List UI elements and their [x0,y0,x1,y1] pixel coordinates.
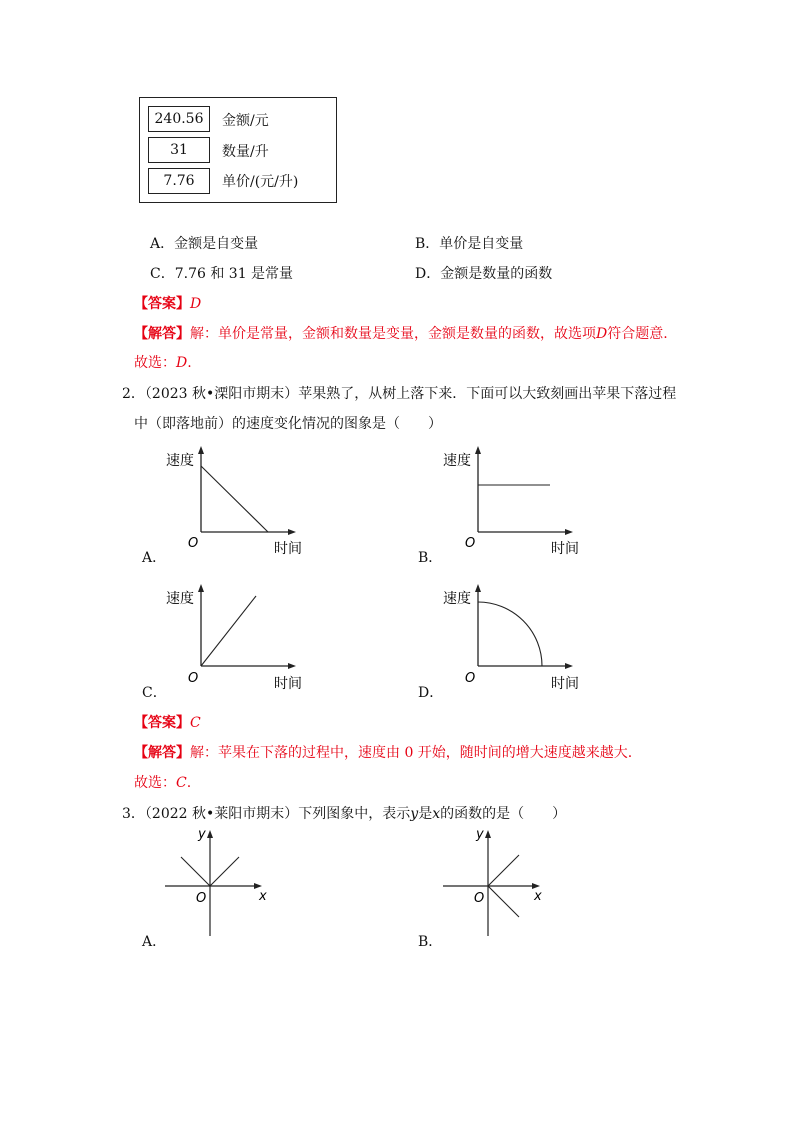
q2-stem-line1: 2．（2023 秋•溧阳市期末）苹果熟了，从树上落下来．下面可以大致刻画出苹果下落过程 [122,386,677,402]
q1-option-a: A．金额是自变量 [150,236,259,252]
q2c-ylabel: 速度 [166,591,194,607]
price-value: 7.76 [148,168,210,194]
q2-option-c: C． [142,685,167,701]
q1-solution: 【解答】解：单价是常量，金额和数量是变量，金额是数量的函数，故选项D符合题意. [134,326,668,342]
q2d-ylabel: 速度 [443,591,471,607]
q2-option-b: B． [418,550,443,566]
q2a-ylabel: 速度 [166,453,194,469]
q3b-ylabel: y [476,827,484,842]
q3-option-b: B． [418,934,443,950]
q2b-ylabel: 速度 [443,453,471,469]
q2-solution: 【解答】解：苹果在下落的过程中，速度由 0 开始，随时间的增大速度越来越大. [134,745,633,761]
q2-stem-line2: 中（即落地前）的速度变化情况的图象是（ ） [134,416,442,432]
q1-answer: 【答案】D [134,296,202,312]
amount-label: 金额/元 [222,113,269,129]
q2-graph-b [427,440,597,560]
q2a-origin: O [188,536,199,551]
quantity-label: 数量/升 [222,144,269,160]
q3a-xlabel: x [259,889,267,904]
q2-option-d: D． [418,685,444,701]
q2-graph-a [150,440,320,560]
q2-answer: 【答案】C [134,715,201,731]
q2-graph-d [427,578,597,698]
q2b-origin: O [465,536,476,551]
q3b-xlabel: x [534,889,542,904]
q2c-xlabel: 时间 [274,676,302,692]
price-label: 单价/(元/升) [222,174,299,190]
q3b-origin: O [474,891,485,906]
q3a-ylabel: y [198,827,206,842]
q2b-xlabel: 时间 [551,541,579,557]
q2-conclusion: 故选：C. [134,775,192,791]
q2a-xlabel: 时间 [274,541,302,557]
q3-stem: 3．（2022 秋•莱阳市期末）下列图象中，表示y是x的函数的是（ ） [122,806,567,822]
amount-value: 240.56 [148,106,210,132]
q2d-xlabel: 时间 [551,676,579,692]
q2-graph-c [150,578,320,698]
q3a-origin: O [196,891,207,906]
q2c-origin: O [188,671,199,686]
q1-option-b: B．单价是自变量 [415,236,524,252]
q3-option-a: A． [142,934,167,950]
q3-graph-b [428,822,558,942]
q3-graph-a [150,822,280,942]
q2-option-a: A． [142,550,167,566]
quantity-value: 31 [148,137,210,163]
q2d-origin: O [465,671,476,686]
q1-conclusion: 故选：D. [134,355,192,371]
q1-option-c: C．7.76 和 31 是常量 [150,266,294,282]
q1-option-d: D．金额是数量的函数 [415,266,553,282]
